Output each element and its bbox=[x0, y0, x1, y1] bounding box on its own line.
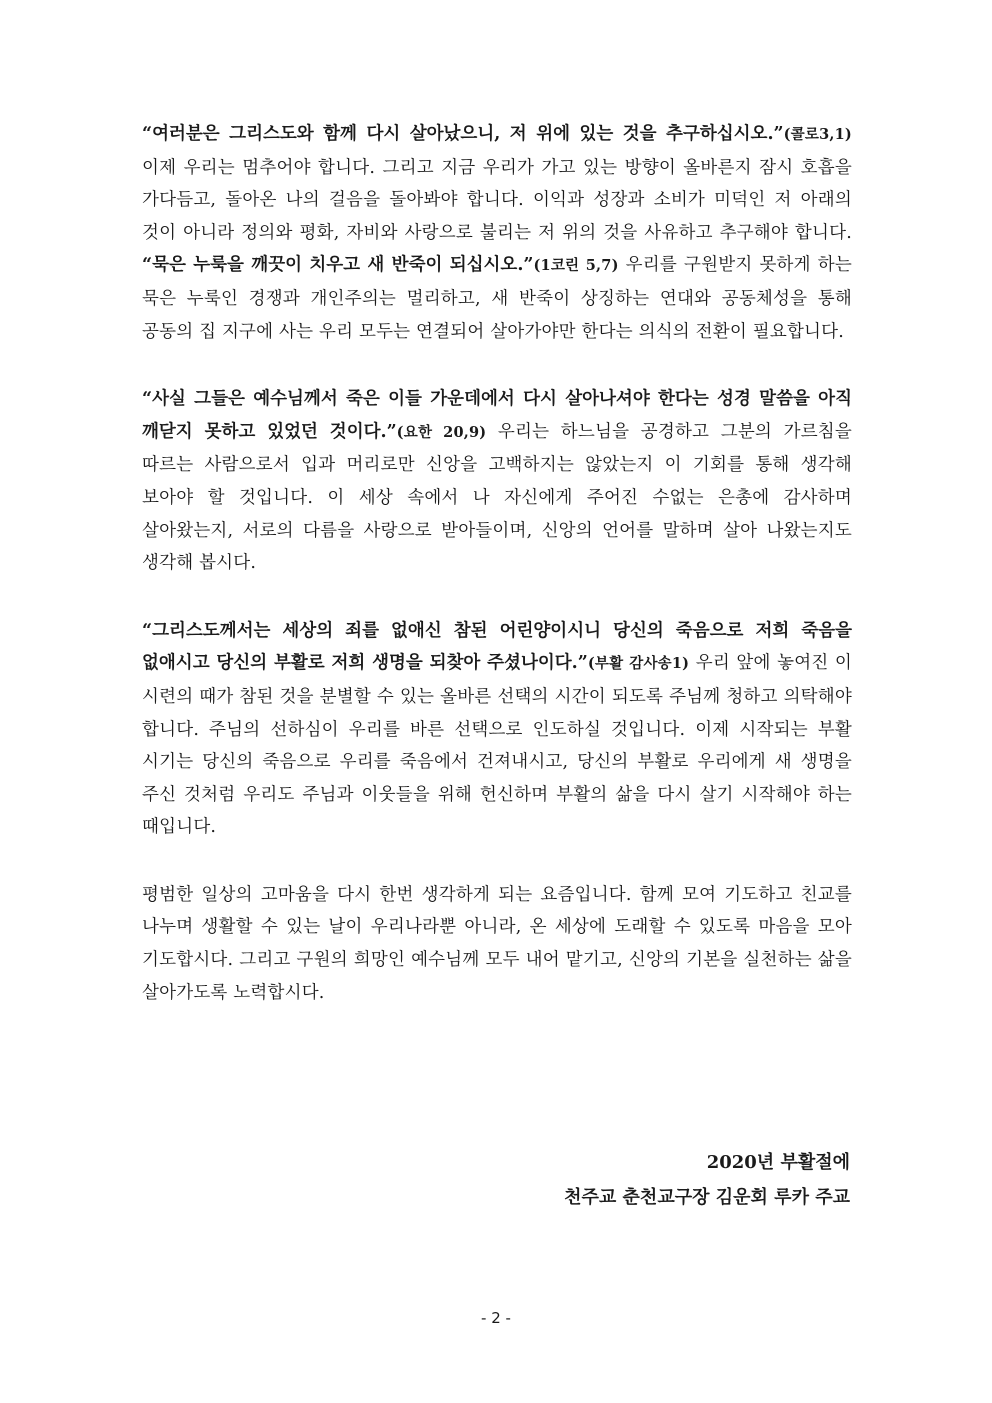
paragraph-text: 평범한 일상의 고마움을 다시 한번 생각하게 되는 요즘입니다. 함께 모여 기도하고 친교를 나누며 생활할 수 있는 날이 우리나라뿐 아니라, 온 세상에 도래할 수 있도록 마음을 모아 기도합시다. 그리고 구원의 희망인 예수님께 모두 내어 맡기고, 신앙의 기본을 실천하는 삶을 살아가도록 노력합시다. bbox=[142, 884, 852, 1003]
scripture-quote: “그리스도께서는 세상의 죄를 없애신 참된 어린양이시니 당신의 죽음으로 저희 죽음을 없애시고 당신의 부활로 저희 생명을 되찾아 주셨나이다.” bbox=[142, 620, 852, 674]
paragraph-text: 우리를 구원받지 못하게 하는 묵은 누룩인 경쟁과 개인주의는 멀리하고, 새 반죽이 상징하는 연대와 공동체성을 통해 공동의 집 지구에 사는 우리 모두는 연결되어 살아가야만 한다는 의식의 전환이 필요합니다. bbox=[142, 255, 852, 342]
scripture-reference: (요한 20,9) bbox=[396, 423, 487, 441]
signature-author: 천주교 춘천교구장 김운회 루카 주교 bbox=[564, 1187, 850, 1208]
signature-block bbox=[564, 1145, 850, 1215]
paragraph-text: 우리 앞에 놓여진 이 시련의 때가 참된 것을 분별할 수 있는 올바른 선택의 시간이 되도록 주님께 청하고 의탁해야 합니다. 주님의 선하심이 우리를 바른 선택으로 인도하실 것입니다. 이제 시작되는 부활 시기는 당신의 죽음으로 우리를 죽음에서 건져내시고, 당신의 부활로 우리에게 새 생명을 주신 것처럼 우리도 주님과 이웃들을 위해 헌신하며 부활의 삶을 다시 살기 시작해야 하는 때입니다. bbox=[142, 653, 853, 838]
scripture-quote: “묵은 누룩을 깨끗이 치우고 새 반죽이 되십시오.” bbox=[142, 255, 534, 276]
paragraph-3 bbox=[142, 615, 852, 844]
signature-date: 2020년 부활절에 bbox=[706, 1152, 850, 1173]
scripture-reference: (부활 감사송1) bbox=[587, 655, 690, 673]
paragraph-2 bbox=[142, 383, 852, 580]
scripture-quote: “사실 그들은 예수님께서 죽은 이들 가운데에서 다시 살아나셔야 한다는 성경 말씀을 아직 깨닫지 못하고 있었던 것이다.” bbox=[142, 389, 852, 442]
scripture-quote: “여러분은 그리스도와 함께 다시 살아났으니, 저 위에 있는 것을 추구하십시오.” bbox=[142, 124, 784, 144]
paragraph-4 bbox=[142, 879, 852, 1009]
scripture-reference: (콜로3,1) bbox=[783, 126, 852, 143]
paragraph-text: 우리는 하느님을 공경하고 그분의 가르침을 따르는 사람으로서 입과 머리로만 신앙을 고백하지는 않았는지 이 기회를 통해 생각해 보아야 할 것입니다. 이 세상 속에서 나 자신에게 주어진 수없는 은총에 감사하며 살아왔는지, 서로의 다름을 사랑으로 받아들이며, 신앙의 언어를 말하며 살아 나왔는지도 생각해 봅시다. bbox=[142, 421, 853, 574]
document-body bbox=[142, 118, 852, 1044]
page-number: - 2 - bbox=[481, 1309, 511, 1327]
scripture-reference: (1코린 5,7) bbox=[533, 257, 619, 275]
paragraph-1 bbox=[142, 118, 852, 348]
paragraph-text: 이제 우리는 멈추어야 합니다. 그리고 지금 우리가 가고 있는 방향이 올바른지 잠시 호흡을 가다듬고, 돌아온 나의 걸음을 돌아봐야 합니다. 이익과 성장과 소비가 미덕인 저 아래의 것이 아니라 정의와 평화, 자비와 사랑으로 불리는 저 위의 것을 사유하고 추구해야 합니다. bbox=[142, 157, 852, 243]
